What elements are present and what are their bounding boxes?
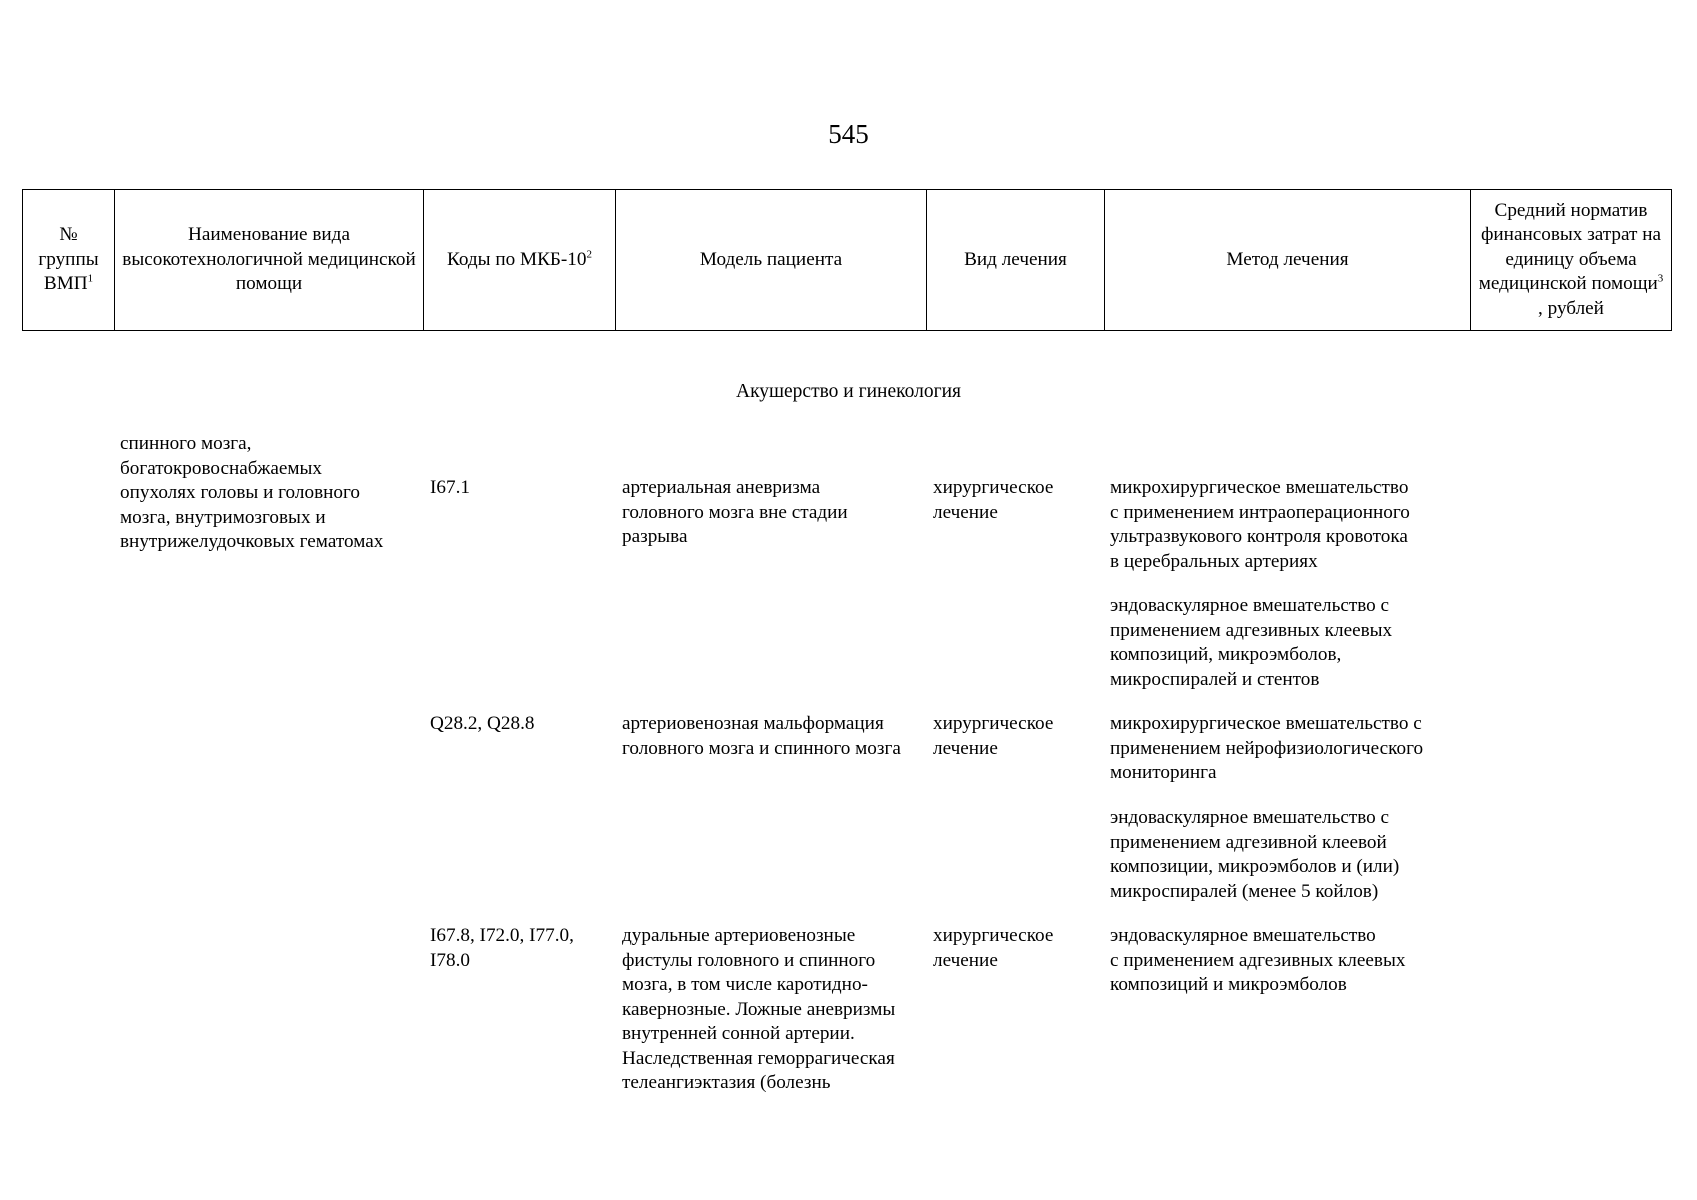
row-1-treatment-type: хирургическое лечение xyxy=(933,477,1054,523)
header-icd-codes: Коды по МКБ-$10^2$ xyxy=(424,190,616,331)
row-2-method-1: микрохирургическое вмешательство с применением нейрофизиологического мониторинга xyxy=(1110,713,1424,783)
row-3-method-1: эндоваскулярное вмешательство с применением адгезивных клеевых композиций и микроэмболов xyxy=(1110,925,1406,995)
row-3-codes: I67.8, I72.0, I77.0, I78.0 xyxy=(430,925,574,971)
row-1-method-1: микрохирургическое вмешательство с применением интраоперационного ультразвукового контроля кровотока в церебральных артериях xyxy=(1110,477,1410,572)
header-care-type-name: Наименование вида высокотехнологичной медицинской помощи xyxy=(115,190,424,331)
page-number: 545 xyxy=(828,119,869,149)
row-2-codes: Q28.2, Q28.8 xyxy=(430,713,535,734)
header-treatment-method: Метод лечения xyxy=(1105,190,1471,331)
row-1-method-2: эндоваскулярное вмешательство с применением адгезивных клеевых композиций, микроэмболов, микроспиралей и стентов xyxy=(1110,595,1393,690)
row-3-treatment-type: хирургическое лечение xyxy=(933,925,1054,971)
header-cost-standard: Средний норматив финансовых затрат на единицу объема медицинской помощи$^3$ , рублей xyxy=(1471,190,1672,331)
row-2-patient-model: артериовенозная мальформация головного мозга и спинного мозга xyxy=(622,713,901,759)
row-1-patient-model: артериальная аневризма головного мозга вне стадии разрыва xyxy=(622,477,848,547)
section-title: Акушерство и гинекология xyxy=(735,381,962,402)
row-1-codes: I67.1 xyxy=(430,477,470,498)
care-type-name-continuation: спинного мозга, богатокровоснабжаемых опухолях головы и головного мозга, внутримозговых и внутрижелудочковых гематомах xyxy=(120,433,384,552)
row-2-method-2: эндоваскулярное вмешательство с применением адгезивной клеевой композиции, микроэмболов и (или) микроспиралей (менее 5 койлов) xyxy=(1110,807,1400,902)
row-3-patient-model: дуральные артериовенозные фистулы головного и спинного мозга, в том числе каротидно- кавернозные. Ложные аневризмы внутренней сонной артерии. Наследственная геморрагическая телеангиэктазия (болезнь xyxy=(622,925,896,1093)
header-group-number: № группы ВМП$^1$ xyxy=(23,190,115,331)
header-patient-model: Модель пациента xyxy=(616,190,927,331)
row-2-treatment-type: хирургическое лечение xyxy=(933,713,1054,759)
header-treatment-type: Вид лечения xyxy=(927,190,1105,331)
table-header xyxy=(22,189,1672,331)
